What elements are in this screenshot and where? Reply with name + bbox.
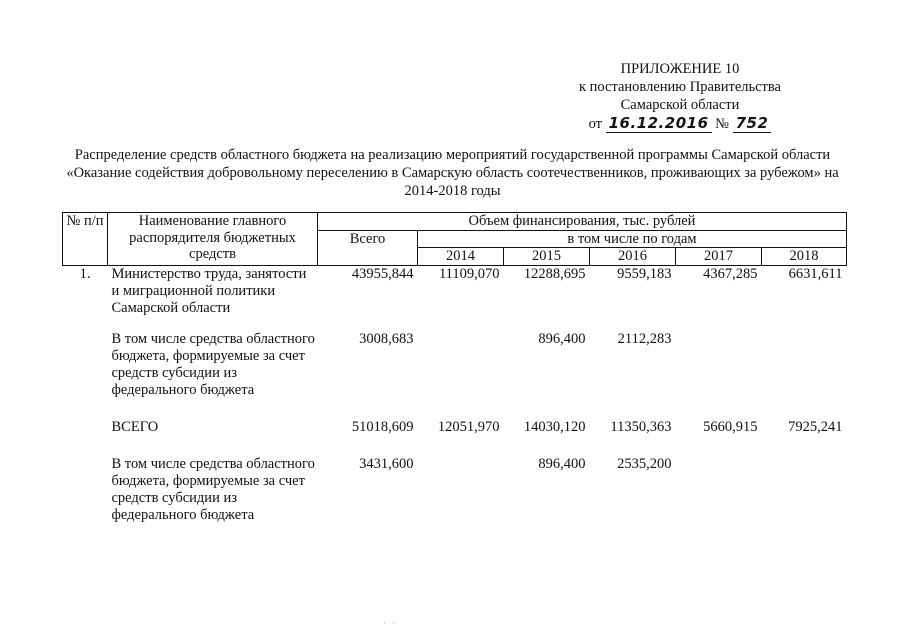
financing-table: [62, 212, 847, 524]
row-year-value: 7925,241: [788, 418, 843, 435]
row-year-value: 12288,695: [523, 265, 586, 282]
header-year: 2017: [676, 248, 762, 266]
header-year: 2016: [590, 248, 676, 266]
row-year-value: 12051,970: [437, 418, 500, 435]
row-year-value: 896,400: [538, 330, 586, 347]
row-number: [63, 331, 108, 399]
header-total: Всего: [318, 230, 418, 265]
row-number: 1.: [79, 265, 91, 282]
row-total: 43955,844: [351, 265, 414, 282]
header-volume: Объем финансирования, тыс. рублей: [318, 213, 847, 231]
header-by-year: в том числе по годам: [418, 230, 847, 248]
row-year-value: 9559,183: [617, 265, 672, 282]
table-row: [63, 419, 847, 436]
row-year-value: 2112,283: [617, 330, 672, 347]
document-title: Распределение средств областного бюджета на реализацию мероприятий государственной программы Самарской области «Оказание содействия добровольному переселению в Самарскую область соотечественников, проживающих за рубежом» на 2014-2018 годы: [66, 147, 839, 199]
table-row: [63, 331, 847, 399]
row-year-value: [762, 456, 847, 524]
row-year-value: 896,400: [538, 455, 586, 472]
row-year-value: 4367,285: [703, 265, 758, 282]
row-total: 3008,683: [359, 330, 414, 347]
appendix-region: Самарской области: [620, 97, 740, 113]
row-year-value: 5660,915: [703, 418, 758, 435]
appendix-number: ПРИЛОЖЕНИЕ 10: [620, 61, 740, 77]
row-year-value: [676, 456, 762, 524]
table-row: [63, 265, 847, 317]
row-year-value: [762, 331, 847, 399]
row-year-value: 11109,070: [438, 265, 500, 282]
number-prefix: №: [715, 116, 729, 132]
appendix-decree-ref: к постановлению Правительства: [579, 79, 781, 95]
header-no: № п/п: [63, 213, 108, 266]
table-row: [63, 456, 847, 524]
row-number: [63, 419, 108, 436]
row-year-value: 11350,363: [610, 418, 672, 435]
date-prefix: от: [588, 116, 602, 132]
row-name: В том числе средства областного бюджета, формируемые за счет средств субсидии из федерального бюджета: [111, 330, 315, 398]
row-name: В том числе средства областного бюджета, формируемые за счет средств субсидии из федерального бюджета: [111, 455, 315, 523]
row-name: ВСЕГО: [111, 418, 159, 435]
row-total: 3431,600: [359, 455, 414, 472]
decree-date-number: [560, 114, 800, 132]
scan-artifact: · ·: [383, 618, 398, 628]
row-year-value: [676, 331, 762, 399]
row-year-value: [418, 331, 504, 399]
row-total: 51018,609: [351, 418, 414, 435]
row-number: [63, 456, 108, 524]
header-year: 2015: [504, 248, 590, 266]
row-year-value: [418, 456, 504, 524]
header-year: 2014: [418, 248, 504, 266]
row-year-value: 14030,120: [523, 418, 586, 435]
handwritten-number: 752: [733, 114, 772, 133]
row-year-value: 2535,200: [617, 455, 672, 472]
appendix-header: [560, 60, 800, 132]
header-name: Наименование главного распорядителя бюджетных средств: [108, 213, 318, 266]
header-year: 2018: [762, 248, 847, 266]
handwritten-date: 16.12.2016: [606, 114, 712, 133]
row-year-value: 6631,611: [788, 265, 843, 282]
row-name: Министерство труда, занятости и миграционной политики Самарской области: [111, 265, 307, 316]
